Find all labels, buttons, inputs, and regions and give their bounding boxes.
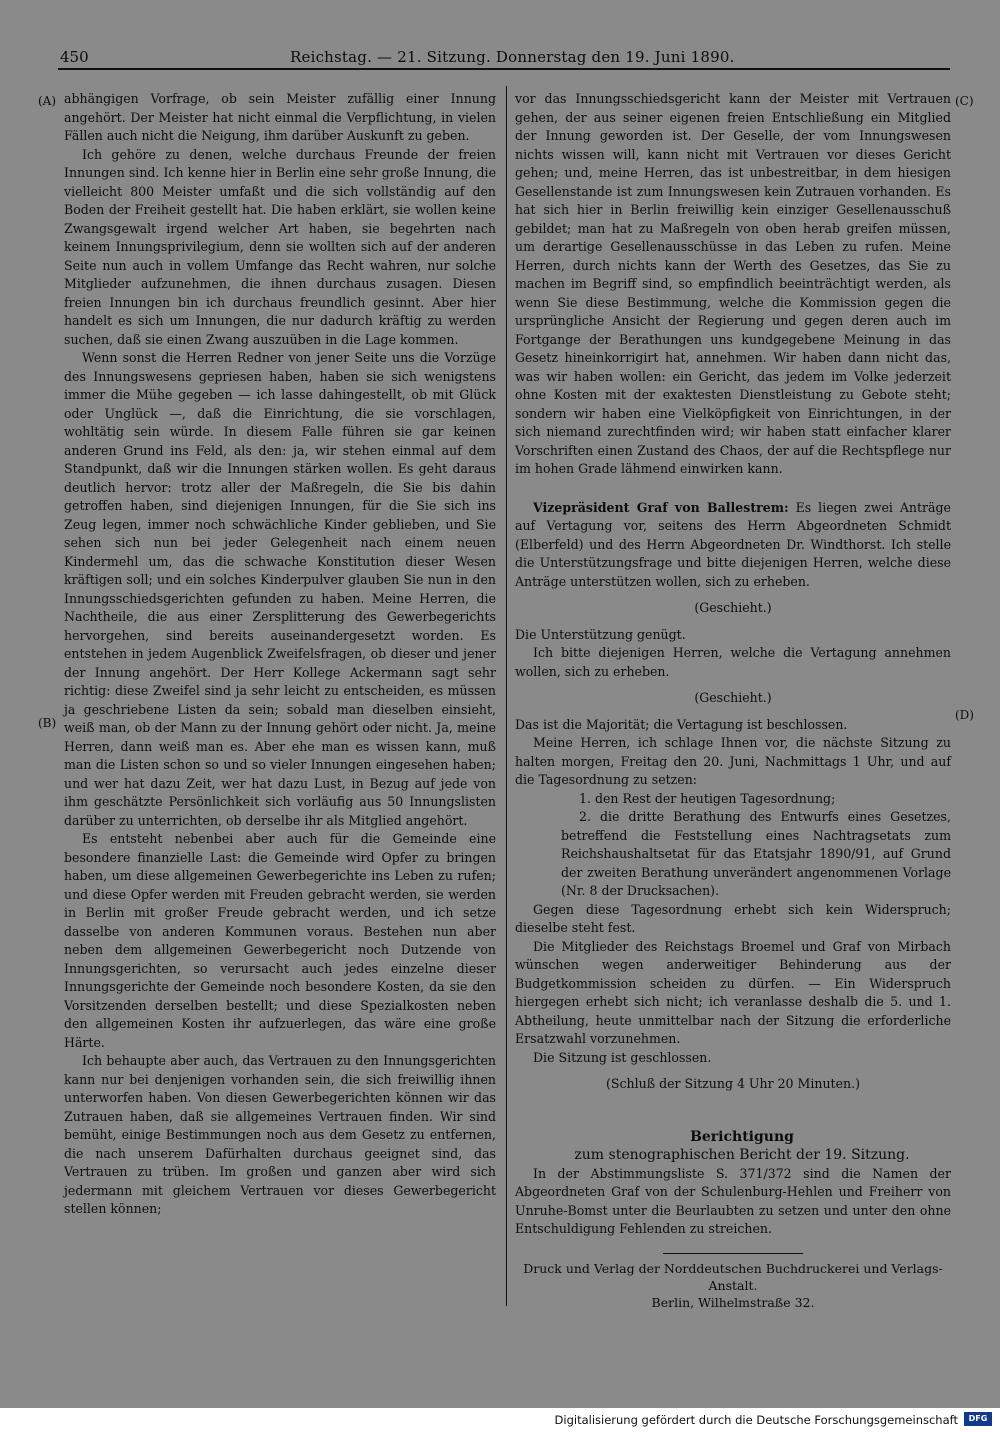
imprint-line: Druck und Verlag der Norddeutschen Buchdruckerei und Verlags-Anstalt. <box>523 1260 943 1293</box>
imprint-line: Berlin, Wilhelmstraße 32. <box>651 1294 815 1310</box>
speaker-text: Es liegen zwei Anträge auf Vertagung vor, seitens des Herrn Abgeordneten Schmidt (Elberfeld) und des Herrn Abgeordneten Dr. Windthorst. Ich stelle die Unterstützungsfrage und bitte diejenigen Herren, welche diese Anträge unterstützen wollen, sich zu erheben. <box>515 499 951 589</box>
running-title: Reichstag. — 21. Sitzung. Donnerstag den 19. Juni 1890. <box>290 48 735 66</box>
paragraph: Ich bitte diejenigen Herren, welche die Vertagung annehmen wollen, sich zu erheben. <box>515 645 951 679</box>
paragraph: vor das Innungsschiedsgericht kann der Meister mit Vertrauen gehen, der aus seiner eigenen freien Entschließung ein Mitglied der Innung geworden ist. Der Geselle, der vom Innungswesen nichts wissen will, kann nicht mit Vertrauen vor dieses Gericht gehen; und, meine Herren, das ist unbestreitbar, in dem hiesigen Gesellenstande ist zum Innungswesen kein Zutrauen vorhanden. Es hat sich hier in Berlin freiwillig kein einziger Gesellenausschuß gebildet; man hat zu Maßregeln von oben herab greifen müssen, um derartige Gesellenausschüsse in das Leben zu rufen. Meine Herren, durch nichts kann der Werth des Gesetzes, das Sie zu machen im Begriff sind, so empfindlich beeinträchtigt werden, als wenn Sie diese Bestimmung, welche die Kommission gegen die ursprüngliche Ansicht der Regierung und gegen deren auch im Fortgange der Berathungen uns kundgegebene Meinung in das Gesetz hineinkorrigirt hat, annehmen. Wir haben dann nicht das, was wir haben wollen: ein Gericht, das jedem im Volke jederzeit ohne Kosten mit der exaktesten Dienstleistung zu Gebote steht; sondern wir haben eine Vielköpfigkeit von Einrichtungen, in der sich niemand zurechtfinden wird; wir haben statt einfacher klarer Vorschriften einen Zustand des Chaos, der auf die Rechtspflege nur im hohen Grade lähmend einwirken kann. <box>515 91 951 476</box>
margin-letter-d: (D) <box>955 708 974 722</box>
paragraph: Die Sitzung ist geschlossen. <box>533 1049 712 1065</box>
agenda-item: 2. die dritte Berathung des Entwurfs eines Gesetzes, betreffend die Feststellung eines Nachtragsetats zum Reichshaushaltsetat für das Etatsjahr 1890/91, auf Grund der zweiten Berathung unverändert angenommenen Vorlage (Nr. 8 der Drucksachen). <box>561 809 951 898</box>
imprint-rule <box>663 1253 803 1254</box>
correction-text: In der Abstimmungsliste S. 371/372 sind die Namen der Abgeordneten Graf von der Schulenburg-Hehlen und Freiherr von Unruhe-Bomst unter die Beurlaubten zu setzen und unter den ohne Entschuldigung Fehlenden zu streichen. <box>515 1165 951 1236</box>
column-divider <box>506 86 507 1306</box>
right-column <box>515 90 951 1311</box>
margin-letter-a: (A) <box>38 94 57 108</box>
funding-note: Digitalisierung gefördert durch die Deutsche Forschungsgemeinschaft <box>554 1413 958 1427</box>
digitization-footer <box>0 1408 1000 1432</box>
paragraph: Gegen diese Tagesordnung erhebt sich kein Widerspruch; dieselbe steht fest. <box>515 901 951 935</box>
correction-title: Berichtigung <box>690 1128 794 1145</box>
agenda-item: 1. den Rest der heutigen Tagesordnung; <box>579 790 836 806</box>
vice-president-statement <box>515 499 951 592</box>
session-end: (Schluß der Sitzung 4 Uhr 20 Minuten.) <box>606 1076 860 1091</box>
paragraph: Die Unterstützung genügt. <box>515 626 686 642</box>
margin-letter-b: (B) <box>38 716 57 730</box>
imprint <box>515 1260 951 1311</box>
left-column <box>64 90 496 1219</box>
dfg-logo: DFG <box>964 1412 992 1426</box>
paragraph: Ich gehöre zu denen, welche durchaus Freunde der freien Innungen sind. Ich kenne hier in Berlin eine sehr große Innung, die vielleicht 800 Meister umfaßt und die sich vollständig auf den Boden der Freiheit gestellt hat. Die haben erklärt, sie wollen keine Zwangsgewalt irgend welcher Art haben, sie begehrten nach keinem Innungsprivilegium, denn sie wollten sich auf der anderen Seite nun auch in vollem Umfange das Recht wahren, nur solche Mitglieder aufzunehmen, die ihnen durchaus zusagen. Diesen freien Innungen bin ich durchaus freundlich gesinnt. Aber hier handelt es sich um Innungen, die nur dadurch kräftig zu werden suchen, daß sie einen Zwang auszuüben in die Lage kommen. <box>64 146 496 347</box>
paragraph: Das ist die Majorität; die Vertagung ist beschlossen. <box>515 716 848 732</box>
stage-direction: (Geschieht.) <box>694 690 772 705</box>
paragraph: Ich behaupte aber auch, das Vertrauen zu den Innungsgerichten kann nur bei denjenigen vorhanden sein, die sich freiwillig ihnen unterworfen haben. Von diesen Gewerbegerichten können wir das Zutrauen haben, daß sie allgemeines Vertrauen finden. Wir sind bemüht, einige Bestimmungen noch aus dem Gesetz zu entfernen, die nach unserem Dafürhalten durchaus geeignet sind, das Vertrauen zu trüben. Im großen und ganzen aber wird sich jedermann mit gleichem Vertrauen vor dieses Gewerbegericht stellen können; <box>64 1053 496 1216</box>
paragraph: Die Mitglieder des Reichstags Broemel und Graf von Mirbach wünschen wegen anderweitiger Behinderung aus der Budgetkommission scheiden zu dürfen. — Ein Widerspruch hiergegen erhebt sich nicht; ich veranlasse deshalb die 5. und 1. Abtheilung, heute unmittelbar nach der Sitzung die erforderliche Ersatzwahl vorzunehmen. <box>515 938 951 1046</box>
header-rule <box>58 68 950 70</box>
correction-subtitle: zum stenographischen Bericht der 19. Sitzung. <box>574 1147 910 1163</box>
paragraph: Meine Herren, ich schlage Ihnen vor, die nächste Sitzung zu halten morgen, Freitag den 20. Juni, Nachmittags 1 Uhr, und auf die Tagesordnung zu setzen: <box>515 735 951 787</box>
paragraph: abhängigen Vorfrage, ob sein Meister zufällig einer Innung angehört. Der Meister hat nicht einmal die Verpflichtung, in vielen Fällen auch nicht die Neigung, ihm darüber Auskunft zu geben. <box>64 91 496 143</box>
paragraph: Es entsteht nebenbei aber auch für die Gemeinde eine besondere finanzielle Last: die Gemeinde wird Opfer zu bringen haben, um diese allgemeinen Gewerbegerichte ins Leben zu rufen; und diese Opfer werden mit Freuden gebracht werden, sie werden in Berlin mit großer Freude gebracht werden, und ich setze dasselbe von anderen Kommunen voraus. Bestehen nun aber neben dem allgemeinen Gewerbegericht noch Dutzende von Innungsgerichten, so verursacht auch jedes einzelne dieser Innungsgerichte der Gemeinde noch besondere Kosten, da sie den Vorsitzenden derselben bestellt; und diese Spezialkosten neben den allgemeinen Kosten ihr aufzuerlegen, das wäre eine große Härte. <box>64 831 496 1050</box>
stage-direction: (Geschieht.) <box>694 600 772 615</box>
speaker-name: Vizepräsident Graf von Ballestrem: <box>533 499 789 515</box>
page-number: 450 <box>60 48 89 66</box>
margin-letter-c: (C) <box>955 94 974 108</box>
paragraph: Wenn sonst die Herren Redner von jener Seite uns die Vorzüge des Innungswesens gepriesen haben, haben sie sich wenigstens immer die Mühe gegeben — ich lasse dahingestellt, ob mit Glück oder Unglück —, daß die Einrichtung, die sie vorschlagen, wohltätig sein würde. In diesem Falle führen sie gar keinen anderen Grund ins Feld, als den: ja, wir stehen einmal auf dem Standpunkt, daß wir die Innungen stärken wollen. Es geht daraus deutlich hervor: trotz aller der Maßregeln, die Sie bis dahin getroffen haben, sind diejenigen Innungen, für die Sie sich ins Zeug legen, immer noch schwächliche Kinder geblieben, und Sie sehen sich nun bei jeder Gelegenheit nach einem neuen Kindermehl um, das die schwache Konstitution dieser Wesen kräftigen soll; und ein solches Kinderpulver glauben Sie nun in den Innungsschiedsgerichten gefunden zu haben. Meine Herren, die Nachtheile, die aus einer Zersplitterung des Gewerbegerichts hervorgehen, sind bereits auseinandergesetzt worden. Es entstehen in jedem Augenblick Zweifelsfragen, ob dieser und jener der Innung angehört. Der Herr Kollege Ackermann sagt sehr richtig: diese Zweifel sind ja sehr leicht zu entscheiden, es müssen ja geschriebene Listen da sein; sobald man dieselben einsieht, weiß man, ob der Mann zu der Innung gehört oder nicht. Ja, meine Herren, dann weiß man es. Aber ehe man es wissen kann, muß man die Listen schon so und so vieler Innungen eingesehen haben; und wer hat dazu Zeit, wer hat dazu Lust, in Bezug auf jede von ihm geschätzte Persönlichkeit sich vorläufig aus 50 Innungslisten darüber zu unterrichten, ob derselbe ihr als Mitglied angehört. <box>64 350 496 828</box>
